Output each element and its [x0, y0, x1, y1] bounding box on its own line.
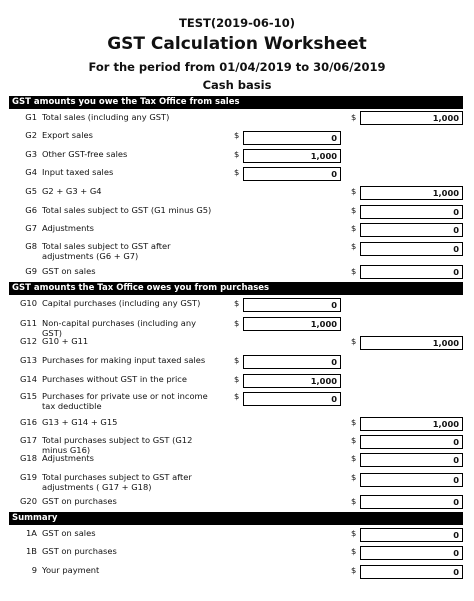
row-label: G10 + G11: [42, 336, 89, 346]
company-name: TEST(2019-06-10): [179, 16, 295, 30]
row-label: Total sales subject to GST after adjustments (G6 + G7): [42, 241, 171, 261]
value-field-g5[interactable]: 1,000: [360, 186, 463, 200]
row-code: G8: [25, 241, 37, 251]
currency-symbol: $: [351, 266, 357, 276]
currency-symbol: $: [351, 528, 357, 538]
currency-symbol: $: [351, 417, 357, 427]
row-code: G14: [20, 374, 37, 384]
currency-symbol: $: [351, 435, 357, 445]
value-field-g4[interactable]: 0: [243, 167, 341, 181]
currency-symbol: $: [351, 453, 357, 463]
value-field-g13[interactable]: 0: [243, 355, 341, 369]
row-label: Input taxed sales: [42, 167, 114, 177]
value-field-g19[interactable]: 0: [360, 473, 463, 487]
value-field-g1[interactable]: 1,000: [360, 111, 463, 125]
row-label: Total purchases subject to GST after adjustments ( G17 + G18): [42, 472, 192, 492]
row-label: Adjustments: [42, 223, 94, 233]
row-code: G5: [25, 186, 37, 196]
row-label: Non-capital purchases (including any GST): [42, 318, 196, 338]
value-field-g18[interactable]: 0: [360, 453, 463, 467]
row-label: Other GST-free sales: [42, 149, 128, 159]
row-label: Purchases for private use or not income tax deductible: [42, 391, 208, 411]
value-field-g2[interactable]: 0: [243, 131, 341, 145]
row-code: 1B: [26, 546, 37, 556]
row-label: Total sales (including any GST): [42, 112, 170, 122]
row-label: Your payment: [42, 565, 100, 575]
row-label: Capital purchases (including any GST): [42, 298, 201, 308]
value-field-g17[interactable]: 0: [360, 435, 463, 449]
currency-symbol: $: [351, 223, 357, 233]
row-label: Purchases without GST in the price: [42, 374, 187, 384]
currency-symbol: $: [234, 355, 240, 365]
row-code: G13: [20, 355, 37, 365]
currency-symbol: $: [234, 149, 240, 159]
row-label: Purchases for making input taxed sales: [42, 355, 206, 365]
row-code: G7: [25, 223, 37, 233]
row-code: 9: [31, 565, 37, 575]
row-label: GST on sales: [42, 528, 96, 538]
value-field-g3[interactable]: 1,000: [243, 149, 341, 163]
row-code: 1A: [26, 528, 37, 538]
row-label: GST on purchases: [42, 496, 117, 506]
row-label: GST on purchases: [42, 546, 117, 556]
row-code: G11: [20, 318, 37, 328]
row-code: G3: [25, 149, 37, 159]
value-field-g11[interactable]: 1,000: [243, 317, 341, 331]
currency-symbol: $: [351, 496, 357, 506]
value-field-g8[interactable]: 0: [360, 242, 463, 256]
row-label: G2 + G3 + G4: [42, 186, 102, 196]
value-field-9[interactable]: 0: [360, 565, 463, 579]
row-label: Total sales subject to GST (G1 minus G5): [42, 205, 212, 215]
row-label: Adjustments: [42, 453, 94, 463]
row-code: G18: [20, 453, 37, 463]
row-code: G10: [20, 298, 37, 308]
row-code: G12: [20, 336, 37, 346]
currency-symbol: $: [351, 472, 357, 482]
value-field-g16[interactable]: 1,000: [360, 417, 463, 431]
currency-symbol: $: [234, 374, 240, 384]
section-header-summary: Summary: [9, 512, 463, 525]
section-header-sales: GST amounts you owe the Tax Office from sales: [9, 96, 463, 109]
row-code: G17: [20, 435, 37, 445]
value-field-g9[interactable]: 0: [360, 265, 463, 279]
page-title: GST Calculation Worksheet: [107, 34, 367, 54]
row-label: GST on sales: [42, 266, 96, 276]
row-code: G9: [25, 266, 37, 276]
row-label: Total purchases subject to GST (G12 minus G16): [42, 435, 193, 455]
row-label: G13 + G14 + G15: [42, 417, 118, 427]
value-field-1b[interactable]: 0: [360, 546, 463, 560]
row-code: G15: [20, 391, 37, 401]
currency-symbol: $: [351, 546, 357, 556]
row-code: G20: [20, 496, 37, 506]
currency-symbol: $: [234, 167, 240, 177]
currency-symbol: $: [351, 336, 357, 346]
currency-symbol: $: [351, 241, 357, 251]
currency-symbol: $: [234, 130, 240, 140]
value-field-g14[interactable]: 1,000: [243, 374, 341, 388]
currency-symbol: $: [234, 298, 240, 308]
currency-symbol: $: [351, 112, 357, 122]
row-code: G4: [25, 167, 37, 177]
value-field-g20[interactable]: 0: [360, 495, 463, 509]
currency-symbol: $: [351, 186, 357, 196]
value-field-g15[interactable]: 0: [243, 392, 341, 406]
value-field-g12[interactable]: 1,000: [360, 336, 463, 350]
value-field-g7[interactable]: 0: [360, 223, 463, 237]
currency-symbol: $: [234, 318, 240, 328]
row-code: G16: [20, 417, 37, 427]
period-subtitle: For the period from 01/04/2019 to 30/06/2019: [88, 60, 386, 74]
row-code: G2: [25, 130, 37, 140]
value-field-1a[interactable]: 0: [360, 528, 463, 542]
currency-symbol: $: [234, 391, 240, 401]
value-field-g10[interactable]: 0: [243, 298, 341, 312]
accounting-basis: Cash basis: [202, 78, 272, 92]
row-code: G19: [20, 472, 37, 482]
row-label: Export sales: [42, 130, 93, 140]
value-field-g6[interactable]: 0: [360, 205, 463, 219]
section-header-purchases: GST amounts the Tax Office owes you from purchases: [9, 282, 463, 295]
currency-symbol: $: [351, 205, 357, 215]
row-code: G1: [25, 112, 37, 122]
row-code: G6: [25, 205, 37, 215]
currency-symbol: $: [351, 565, 357, 575]
